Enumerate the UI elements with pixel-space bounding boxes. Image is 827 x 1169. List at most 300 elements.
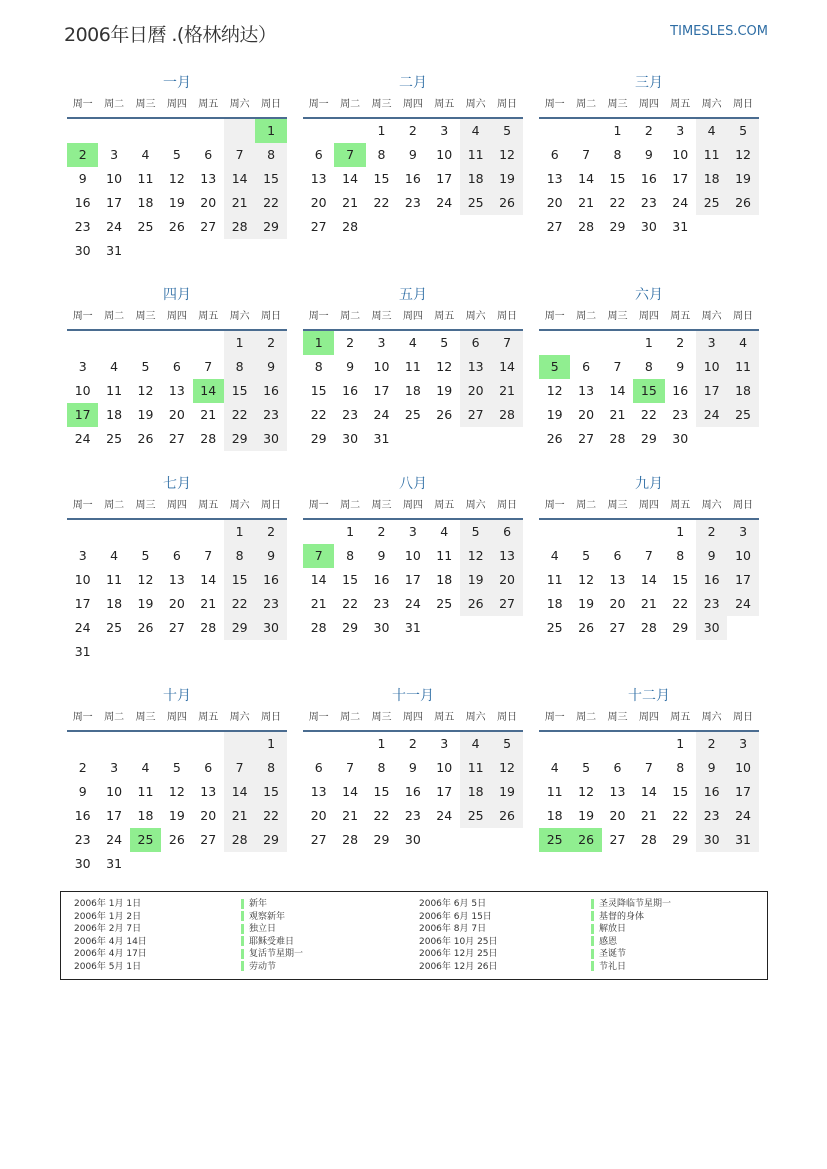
day-cell: 18 [106,407,123,422]
day-cell: 1 [377,123,386,138]
weekday-label: 周二 [576,99,597,110]
day-cell: 5 [491,119,522,143]
day-cell: 25 [727,403,758,427]
day-cell: 20 [168,596,185,611]
day-cell: 14 [310,572,327,587]
day-cell: 10 [672,147,689,162]
empty-day-cell [570,119,601,143]
holiday-text: 圣灵降临节星期一 [599,899,672,909]
day-cell: 9 [676,359,685,374]
day-cell: 19 [436,383,453,398]
weekday-label: 周二 [104,500,125,511]
weekday-label: 周四 [166,500,187,511]
weekday-label: 周二 [340,99,361,110]
day-cell: 15 [224,568,255,592]
day-cell: 8 [255,143,286,167]
holiday-name [241,898,303,911]
day-cell: 14 [640,784,657,799]
day-cell: 29 [255,828,286,852]
day-cell: 11 [460,143,491,167]
day-cell: 26 [491,804,522,828]
day-cell: 14 [342,171,359,186]
day-cell: 12 [137,383,154,398]
month-name: 六月 [635,287,663,303]
day-cell: 16 [672,383,689,398]
day-cell: 27 [200,832,217,847]
weekday-label: 周二 [340,712,361,723]
weekday-label: 周一 [72,712,93,723]
day-cell: 6 [314,147,323,162]
day-cell: 11 [546,784,563,799]
day-cell: 13 [200,171,217,186]
day-cell: 29 [672,832,689,847]
holiday-list [60,891,768,980]
month-name: 五月 [399,287,427,303]
holiday-marker [241,961,244,971]
day-cell: 14 [609,383,626,398]
day-cell: 29 [373,832,390,847]
day-cell: 3 [696,331,727,355]
holiday-text: 独立日 [249,924,277,934]
day-cell: 7 [204,359,213,374]
day-cell: 13 [310,784,327,799]
holiday-date [74,923,147,936]
weekday-header [303,305,523,331]
holiday-date [419,898,498,911]
day-cell: 4 [460,119,491,143]
day-cell: 13 [609,572,626,587]
day-cell: 3 [727,732,758,756]
day-cell: 6 [550,147,559,162]
day-cell: 3 [110,760,119,775]
holiday-name [591,936,671,949]
day-cell: 7 [224,143,255,167]
day-cell: 2 [408,123,417,138]
day-grid [67,119,287,263]
day-cell: 20 [200,195,217,210]
weekday-label: 周四 [402,311,423,322]
day-cell: 21 [342,808,359,823]
day-cell: 1 [255,732,286,756]
day-cell: 16 [404,171,421,186]
empty-day-cell [67,520,98,544]
day-cell: 25 [137,219,154,234]
weekday-label: 周三 [607,311,628,322]
weekday-label: 周六 [701,99,722,110]
weekday-label: 周六 [701,712,722,723]
day-cell: 13 [200,784,217,799]
day-cell: 1 [676,524,685,539]
holiday-name [591,948,671,961]
day-grid [539,119,759,239]
weekday-header [539,494,759,520]
day-cell: 22 [224,403,255,427]
day-cell: 22 [224,592,255,616]
day-cell: 10 [106,784,123,799]
day-cell: 2 [255,331,286,355]
weekday-label: 周四 [402,712,423,723]
day-cell: 15 [310,383,327,398]
day-cell: 24 [373,407,390,422]
weekday-label: 周二 [104,712,125,723]
day-cell: 19 [578,808,595,823]
day-cell: 15 [224,379,255,403]
day-cell: 10 [74,383,91,398]
day-cell: 22 [672,596,689,611]
holiday-date [74,936,147,949]
weekday-header [539,706,759,732]
month-name: 十二月 [628,688,670,704]
day-cell: 12 [168,171,185,186]
empty-day-cell [193,119,224,143]
holiday-marker [241,924,244,934]
empty-day-cell [193,732,224,756]
weekday-header [303,494,523,520]
holiday-day-cell: 5 [539,355,570,379]
day-cell: 15 [672,784,689,799]
weekday-label: 周二 [104,99,125,110]
weekday-label: 周四 [166,99,187,110]
holiday-date [419,911,498,924]
day-cell: 22 [672,808,689,823]
month-name: 十月 [163,688,191,704]
day-cell: 10 [74,572,91,587]
holiday-name [591,961,671,974]
day-cell: 5 [727,119,758,143]
day-cell: 14 [491,355,522,379]
month-name: 八月 [399,476,427,492]
day-cell: 18 [460,780,491,804]
day-cell: 13 [578,383,595,398]
weekday-label: 周一 [544,712,565,723]
day-cell: 28 [640,620,657,635]
holiday-text: 2006年 10月 25日 [419,936,498,947]
holiday-name [241,911,303,924]
day-cell: 24 [727,804,758,828]
day-cell: 17 [373,383,390,398]
day-cell: 28 [310,620,327,635]
day-cell: 21 [200,407,217,422]
day-cell: 30 [74,856,91,871]
day-cell: 16 [255,379,286,403]
day-cell: 28 [200,431,217,446]
day-cell: 20 [578,407,595,422]
day-cell: 11 [460,756,491,780]
day-cell: 30 [640,219,657,234]
day-cell: 13 [609,784,626,799]
weekday-label: 周六 [229,500,250,511]
day-cell: 26 [436,407,453,422]
day-cell: 17 [404,572,421,587]
day-cell: 5 [172,147,181,162]
weekday-label: 周六 [701,311,722,322]
holiday-text: 耶稣受难日 [249,936,295,947]
holiday-name [241,923,303,936]
month-block [67,285,287,451]
day-cell: 24 [404,596,421,611]
weekday-label: 周日 [497,311,518,322]
day-cell: 17 [436,171,453,186]
weekday-label: 周六 [701,500,722,511]
day-cell: 12 [578,572,595,587]
weekday-label: 周五 [434,311,455,322]
day-cell: 2 [78,760,87,775]
day-cell: 30 [696,616,727,640]
day-cell: 3 [78,548,87,563]
month-name: 十一月 [392,688,434,704]
day-cell: 18 [460,167,491,191]
day-cell: 13 [460,355,491,379]
day-cell: 27 [310,219,327,234]
day-cell: 23 [404,195,421,210]
day-cell: 5 [172,760,181,775]
empty-day-cell [161,520,192,544]
day-cell: 12 [436,359,453,374]
holiday-text: 圣诞节 [599,949,627,959]
day-cell: 26 [168,832,185,847]
weekday-label: 周五 [198,712,219,723]
day-cell: 5 [141,548,150,563]
weekday-label: 周日 [733,311,754,322]
empty-day-cell [130,331,161,355]
empty-day-cell [130,732,161,756]
day-cell: 10 [373,359,390,374]
day-cell: 8 [676,548,685,563]
day-cell: 17 [106,808,123,823]
holiday-name [591,911,671,924]
day-cell: 18 [106,596,123,611]
day-cell: 2 [377,524,386,539]
holiday-text: 2006年 4月 17日 [74,949,147,959]
day-cell: 22 [373,808,390,823]
weekday-label: 周五 [670,311,691,322]
weekday-label: 周三 [607,500,628,511]
day-cell: 9 [696,756,727,780]
day-cell: 4 [408,335,417,350]
holiday-text: 节礼日 [599,961,627,972]
day-cell: 27 [460,403,491,427]
holiday-text: 基督的身体 [599,911,645,922]
day-cell: 9 [78,784,87,799]
day-cell: 27 [578,431,595,446]
day-cell: 16 [373,572,390,587]
day-cell: 19 [137,596,154,611]
day-cell: 17 [436,784,453,799]
day-cell: 18 [436,572,453,587]
day-cell: 16 [640,171,657,186]
day-cell: 29 [342,620,359,635]
weekday-label: 周一 [308,99,329,110]
weekday-label: 周三 [135,311,156,322]
day-cell: 1 [644,335,653,350]
day-cell: 23 [672,407,689,422]
holiday-marker [591,936,594,946]
day-cell: 8 [613,147,622,162]
day-cell: 28 [200,620,217,635]
day-cell: 21 [224,804,255,828]
day-cell: 18 [546,596,563,611]
weekday-label: 周六 [465,712,486,723]
day-cell: 17 [696,379,727,403]
weekday-label: 周三 [135,99,156,110]
weekday-label: 周五 [670,500,691,511]
day-cell: 4 [440,524,449,539]
day-cell: 27 [546,219,563,234]
day-cell: 14 [342,784,359,799]
day-cell: 7 [644,548,653,563]
weekday-label: 周日 [497,712,518,723]
day-cell: 16 [342,383,359,398]
holiday-day-cell: 2 [67,143,98,167]
weekday-label: 周三 [607,99,628,110]
day-cell: 8 [314,359,323,374]
holiday-marker [241,949,244,959]
holiday-text: 感恩 [599,936,618,947]
day-cell: 17 [727,780,758,804]
day-cell: 8 [224,355,255,379]
day-cell: 1 [676,736,685,751]
empty-day-cell [193,520,224,544]
empty-day-cell [67,119,98,143]
empty-day-cell [98,119,129,143]
day-cell: 24 [672,195,689,210]
day-grid [67,732,287,876]
day-cell: 2 [676,335,685,350]
day-cell: 8 [255,756,286,780]
empty-day-cell [224,119,255,143]
day-cell: 5 [582,760,591,775]
day-cell: 9 [78,171,87,186]
weekday-label: 周四 [402,99,423,110]
weekday-label: 周一 [544,500,565,511]
weekday-label: 周六 [465,500,486,511]
holiday-marker [591,961,594,971]
empty-day-cell [602,331,633,355]
day-cell: 5 [141,359,150,374]
day-cell: 15 [373,171,390,186]
day-cell: 4 [141,760,150,775]
empty-day-cell [334,732,365,756]
day-cell: 9 [408,147,417,162]
day-cell: 16 [255,568,286,592]
day-cell: 26 [578,620,595,635]
weekday-label: 周五 [434,500,455,511]
day-cell: 18 [404,383,421,398]
holiday-name [241,948,303,961]
day-cell: 7 [582,147,591,162]
day-cell: 19 [546,407,563,422]
weekday-label: 周六 [465,311,486,322]
day-cell: 9 [377,548,386,563]
day-cell: 25 [106,431,123,446]
day-cell: 23 [404,808,421,823]
day-cell: 12 [546,383,563,398]
day-cell: 30 [342,431,359,446]
day-cell: 31 [404,620,421,635]
day-cell: 19 [168,808,185,823]
day-cell: 26 [137,431,154,446]
day-cell: 18 [137,195,154,210]
day-cell: 12 [137,572,154,587]
day-cell: 7 [491,331,522,355]
day-cell: 26 [546,431,563,446]
month-block [539,474,759,640]
day-cell: 13 [168,383,185,398]
day-cell: 23 [696,804,727,828]
day-cell: 10 [436,147,453,162]
weekday-label: 周日 [733,712,754,723]
day-cell: 29 [640,431,657,446]
day-cell: 6 [613,760,622,775]
day-grid [539,732,759,852]
day-cell: 4 [460,732,491,756]
day-cell: 22 [609,195,626,210]
weekday-header [539,305,759,331]
holiday-day-cell: 15 [633,379,664,403]
day-cell: 24 [727,592,758,616]
weekday-header [539,93,759,119]
empty-day-cell [130,520,161,544]
holiday-marker [591,899,594,909]
holiday-marker [591,949,594,959]
day-cell: 23 [342,407,359,422]
holiday-text: 复活节星期一 [249,949,304,959]
empty-day-cell [303,119,334,143]
day-cell: 16 [74,195,91,210]
day-cell: 15 [373,784,390,799]
day-cell: 2 [644,123,653,138]
weekday-label: 周三 [371,500,392,511]
holiday-day-cell: 7 [334,143,365,167]
holiday-text: 2006年 12月 26日 [419,961,498,972]
holiday-marker [591,911,594,921]
day-cell: 29 [224,616,255,640]
day-cell: 29 [255,215,286,239]
month-name: 七月 [163,476,191,492]
empty-day-cell [161,732,192,756]
day-cell: 13 [546,171,563,186]
day-cell: 26 [168,219,185,234]
holiday-date [419,948,498,961]
weekday-header [67,706,287,732]
empty-day-cell [633,520,664,544]
day-cell: 23 [74,219,91,234]
day-cell: 15 [255,167,286,191]
weekday-header [67,93,287,119]
day-cell: 29 [609,219,626,234]
day-cell: 20 [310,808,327,823]
holiday-text: 2006年 1月 1日 [74,899,142,909]
month-block [303,285,523,451]
empty-day-cell [602,520,633,544]
holiday-day-cell: 7 [303,544,334,568]
weekday-label: 周五 [670,712,691,723]
weekday-label: 周六 [465,99,486,110]
day-cell: 24 [436,808,453,823]
empty-day-cell [98,331,129,355]
holiday-text: 新年 [249,899,268,909]
day-cell: 23 [74,832,91,847]
day-cell: 30 [74,243,91,258]
holiday-text: 2006年 1月 2日 [74,911,142,922]
day-cell: 31 [727,828,758,852]
day-cell: 3 [78,359,87,374]
holiday-marker [241,936,244,946]
holiday-day-cell: 17 [67,403,98,427]
site-brand[interactable]: TIMESLES.COM [670,24,768,39]
weekday-label: 周六 [229,712,250,723]
day-cell: 30 [255,427,286,451]
